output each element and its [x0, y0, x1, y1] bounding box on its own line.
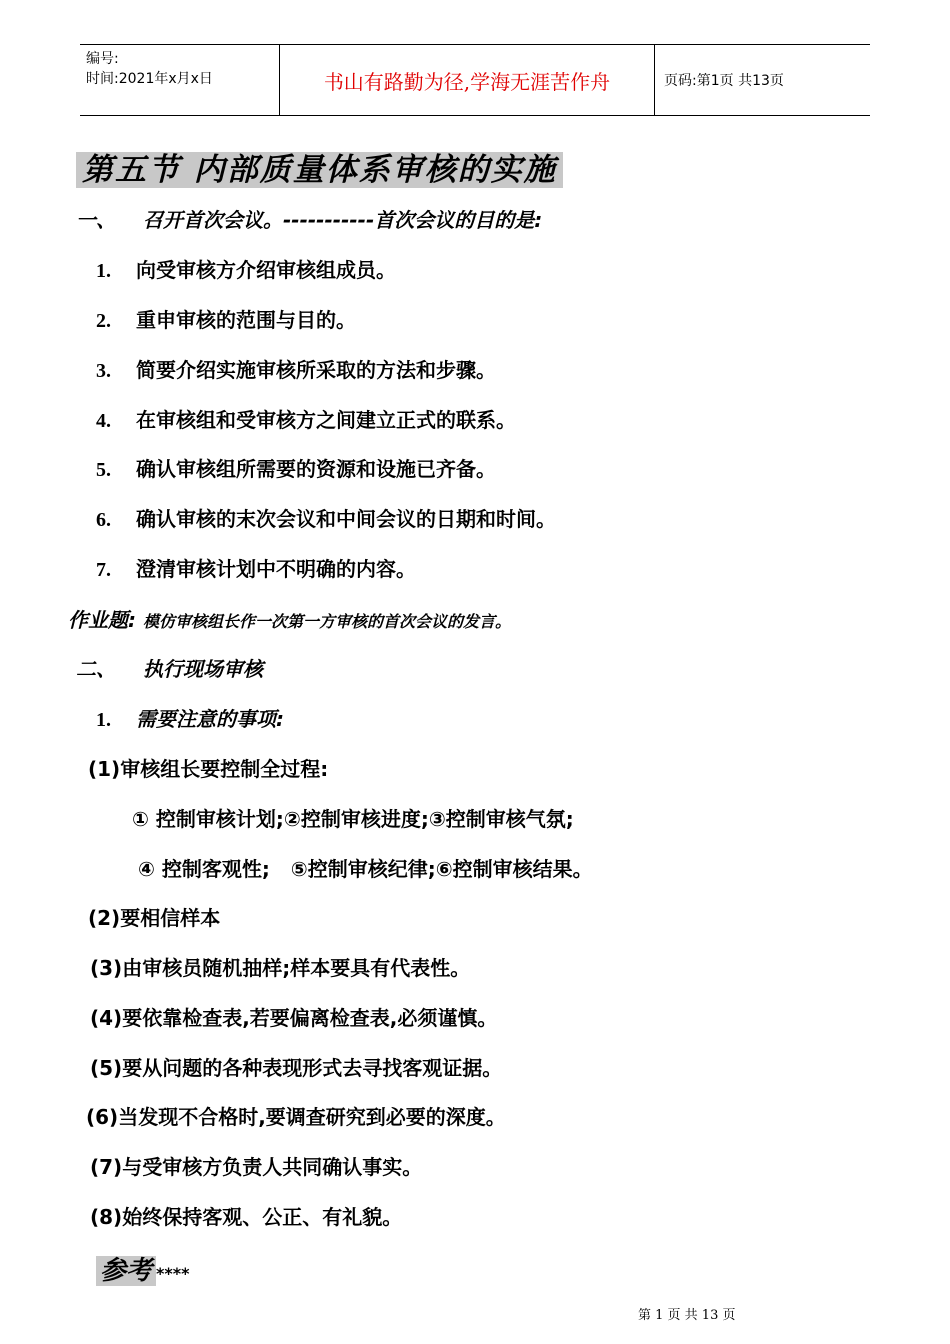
list-item-number: 6. — [96, 509, 111, 531]
list-item-text: 确认审核的末次会议和中间会议的日期和时间。 — [136, 507, 556, 531]
section2-subheading — [96, 705, 284, 734]
subheading-number: 1. — [96, 709, 111, 731]
point-item: ④ 控制客观性; ⑤控制审核纪律;⑥控制审核结果。 — [138, 857, 593, 881]
point-item: (8)始终保持客观、公正、有礼貌。 — [90, 1205, 403, 1229]
section1-heading-line — [76, 206, 542, 234]
section2-heading-line — [76, 655, 263, 683]
point-item: (2)要相信样本 — [88, 906, 221, 930]
list-item — [96, 505, 556, 534]
time-label: 时间:2021年x月x日 — [86, 71, 213, 87]
list-item — [96, 455, 496, 484]
reference-stars: **** — [156, 1264, 190, 1283]
list-item — [96, 406, 516, 435]
page-title: 第五节 内部质量体系审核的实施 — [76, 152, 563, 188]
header-page-info: 页码:第1页 共13页 — [664, 73, 784, 89]
point-item: (6)当发现不合格时,要调查研究到必要的深度。 — [86, 1105, 506, 1129]
point-item: ① 控制审核计划;②控制审核进度;③控制审核气氛; — [132, 807, 574, 831]
list-item-text: 在审核组和受审核方之间建立正式的联系。 — [136, 408, 516, 432]
document-header — [80, 44, 870, 116]
list-item-number: 7. — [96, 559, 111, 581]
homework: 作业题: 模仿审核组长作一次第一方审核的首次会议的发言。 — [68, 608, 511, 632]
section1-label: 一、 — [76, 208, 116, 232]
section1-heading: 召开首次会议。-----------首次会议的目的是: — [142, 208, 543, 232]
list-item-text: 确认审核组所需要的资源和设施已齐备。 — [136, 457, 496, 481]
list-item-number: 5. — [96, 459, 111, 481]
page-footer: 第 1 页 共 13 页 — [638, 1308, 736, 1323]
list-item-text: 向受审核方介绍审核组成员。 — [136, 258, 396, 282]
homework-label: 作业题 — [68, 608, 128, 632]
list-item-text: 简要介绍实施审核所采取的方法和步骤。 — [136, 358, 496, 382]
list-item — [96, 356, 496, 385]
header-meta — [80, 45, 280, 115]
section2-heading: 执行现场审核 — [142, 657, 263, 681]
list-item-number: 1. — [96, 260, 111, 282]
list-item — [96, 306, 356, 335]
list-item-number: 4. — [96, 410, 111, 432]
point-item: (4)要依靠检查表,若要偏离检查表,必须谨慎。 — [90, 1006, 498, 1030]
subheading-text: 需要注意的事项: — [136, 707, 284, 731]
point-item: (1)审核组长要控制全过程: — [88, 757, 329, 781]
list-item — [96, 555, 416, 584]
homework-text: 模仿审核组长作一次第一方审核的首次会议的发言。 — [142, 612, 511, 631]
header-motto: 书山有路勤为径,学海无涯苦作舟 — [280, 45, 655, 115]
reference-label: 参考 — [96, 1256, 156, 1286]
reference — [96, 1250, 189, 1287]
section2-label: 二、 — [76, 657, 116, 681]
number-label: 编号: — [86, 51, 119, 67]
point-item: (3)由审核员随机抽样;样本要具有代表性。 — [90, 956, 471, 980]
point-item: (5)要从问题的各种表现形式去寻找客观证据。 — [90, 1056, 503, 1080]
list-item-number: 3. — [96, 360, 111, 382]
list-item — [96, 256, 396, 285]
list-item-text: 重申审核的范围与目的。 — [136, 308, 356, 332]
list-item-number: 2. — [96, 310, 111, 332]
list-item-text: 澄清审核计划中不明确的内容。 — [136, 557, 416, 581]
point-item: (7)与受审核方负责人共同确认事实。 — [90, 1155, 423, 1179]
